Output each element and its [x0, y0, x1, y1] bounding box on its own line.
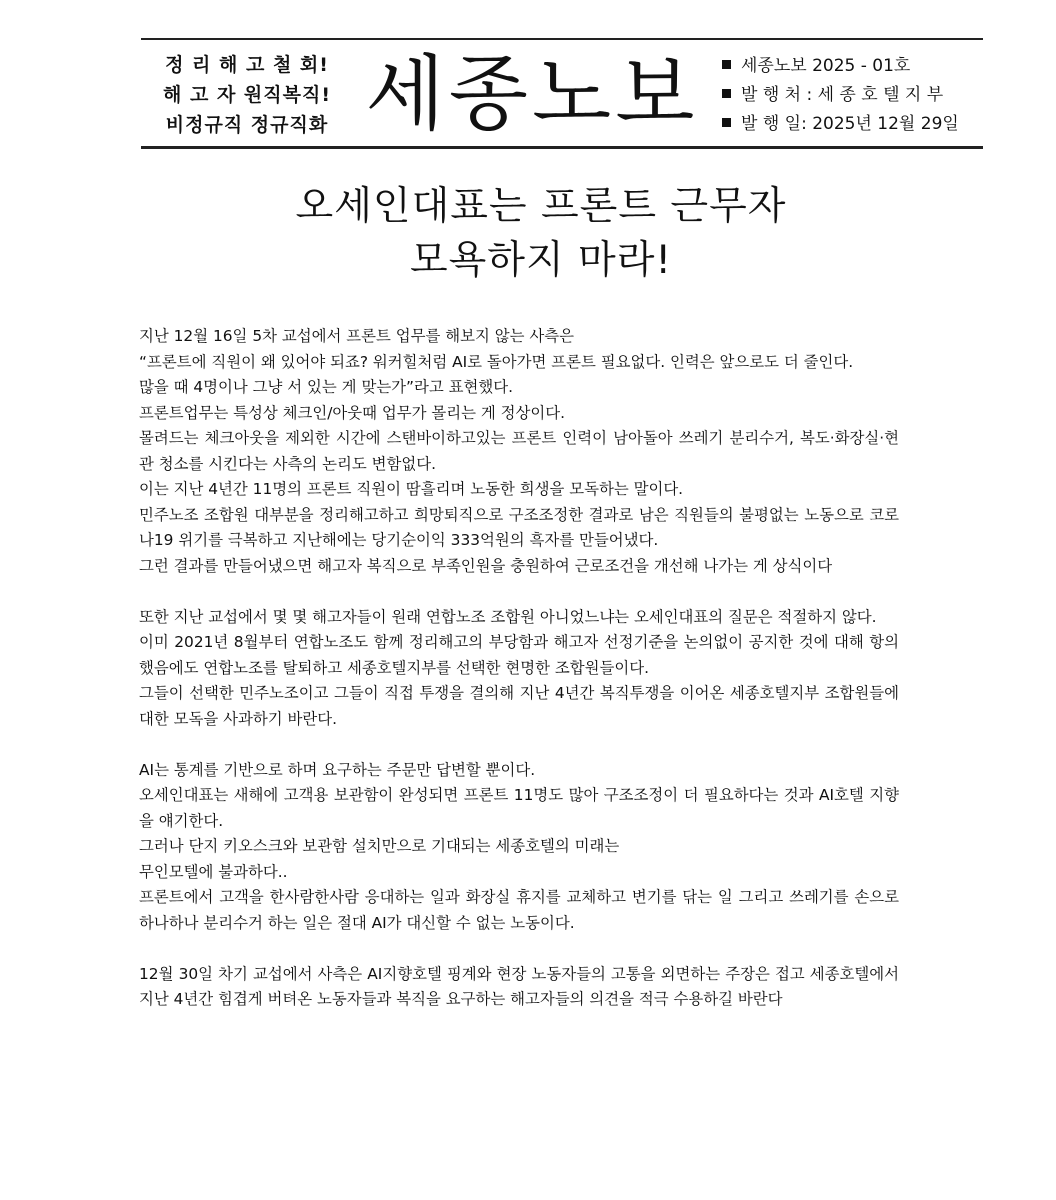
slogan-block — [152, 50, 342, 140]
square-bullet-icon — [722, 118, 731, 127]
issue-meta-row — [722, 81, 984, 110]
paragraph: 그런 결과를 만들어냈으면 해고자 복직으로 부족인원을 충원하여 근로조건을 개선해 나가는 게 상식이다 — [139, 556, 833, 575]
paragraph: 프론트업무는 특성상 체크인/아웃때 업무가 몰리는 게 정상이다. — [139, 403, 565, 422]
issue-meta-row — [722, 110, 984, 139]
paragraph: 오세인대표는 새해에 고객용 보관함이 완성되면 프론트 11명도 많아 구조조정이 더 필요하다는 것과 AI호텔 지향을 얘기한다. — [139, 786, 899, 830]
slogan-line: 비정규직 정규직화 — [165, 114, 329, 136]
issue-meta-block — [722, 52, 984, 139]
paragraph: 지난 12월 16일 5차 교섭에서 프론트 업무를 해보지 않는 사측은 — [139, 327, 574, 345]
slogan-line: 정 리 해 고 철 회! — [165, 54, 329, 76]
paragraph: 프론트에서 고객을 한사람한사람 응대하는 일과 화장실 휴지를 교체하고 변기를 닦는 일 그리고 쓰레기를 손으로 하나하나 분리수거 하는 일은 절대 AI가 대신할 수 없는 노동이다. — [139, 888, 899, 932]
paragraph: 그들이 선택한 민주노조이고 그들이 직접 투쟁을 결의해 지난 4년간 복직투쟁을 이어온 세종호텔지부 조합원들에 대한 모독을 사과하기 바란다. — [139, 684, 899, 728]
publish-date: 발 행 일: 2025년 12월 29일 — [741, 114, 959, 134]
paragraph: 이는 지난 4년간 11명의 프론트 직원이 땀흘리며 노동한 희생을 모독하는 말이다. — [139, 480, 684, 498]
paragraph-gap — [139, 936, 899, 962]
paragraph: 그러나 단지 키오스크와 보관함 설치만으로 기대되는 세종호텔의 미래는 — [139, 837, 620, 855]
article-body — [139, 324, 899, 1013]
square-bullet-icon — [722, 89, 731, 98]
header-bottom-rule — [141, 146, 983, 149]
paragraph: 12월 30일 차기 교섭에서 사측은 AI지향호텔 핑계와 현장 노동자들의 고통을 외면하는 주장은 접고 세종호텔에서 지난 4년간 힘겹게 버텨온 노동자들과 복직을 요구하는 해고자들의 의견을 적극 수용하길 바란다 — [139, 964, 899, 1008]
paragraph: 민주노조 조합원 대부분을 정리해고하고 희망퇴직으로 구조조정한 결과로 남은 직원들의 불평없는 노동으로 코로나19 위기를 극복하고 지난해에는 당기순이익 333억원의 흑자를 만들어냈다. — [139, 505, 899, 549]
publisher: 발 행 처 : 세 종 호 텔 지 부 — [741, 85, 944, 105]
paragraph: “프론트에 직원이 왜 있어야 되죠? 워커힐처럼 AI로 돌아가면 프론트 필요없다. 인력은 앞으로도 더 줄인다. — [139, 352, 854, 371]
paragraph-gap — [139, 732, 899, 758]
paragraph: 무인모텔에 불과하다.. — [139, 862, 288, 881]
square-bullet-icon — [722, 60, 731, 69]
issue-number: 세종노보 2025 - 01호 — [741, 56, 911, 76]
paragraph-gap — [139, 579, 899, 605]
paragraph: AI는 통계를 기반으로 하며 요구하는 주문만 답변할 뿐이다. — [139, 760, 536, 779]
headline-line-1: 오세인대표는 프론트 근무자 — [295, 184, 787, 229]
slogan-line: 해 고 자 원직복직! — [163, 84, 331, 106]
issue-meta-row — [722, 52, 984, 81]
headline-line-2: 모욕하지 마라! — [409, 238, 673, 283]
headline — [141, 180, 941, 288]
paragraph: 몰려드는 체크아웃을 제외한 시간에 스탠바이하고있는 프론트 인력이 남아돌아 쓰레기 분리수거, 복도·화장실·현관 청소를 시킨다는 사측의 논리도 변함없다. — [139, 429, 899, 473]
paragraph: 많을 때 4명이나 그냥 서 있는 게 맞는가”라고 표현했다. — [139, 378, 514, 396]
masthead-title: 세종노보 — [365, 47, 699, 142]
paragraph: 이미 2021년 8월부터 연합노조도 함께 정리해고의 부당함과 해고자 선정기준을 논의없이 공지한 것에 대해 항의했음에도 연합노조를 탈퇴하고 세종호텔지부를 선택한 현명한 조합원들이다. — [139, 633, 899, 677]
paragraph: 또한 지난 교섭에서 몇 몇 해고자들이 원래 연합노조 조합원 아니었느냐는 오세인대표의 질문은 적절하지 않다. — [139, 607, 877, 626]
